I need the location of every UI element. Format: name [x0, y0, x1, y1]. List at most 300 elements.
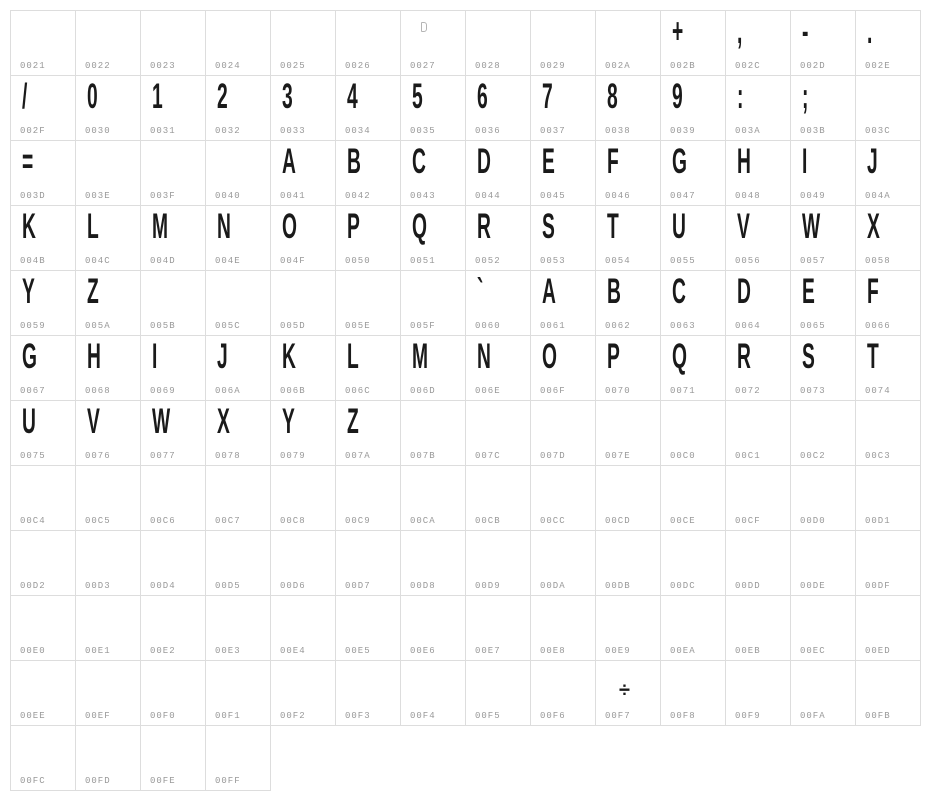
glyph-cell[interactable] [76, 531, 141, 596]
glyph-box [282, 77, 301, 117]
glyph: D [477, 142, 491, 182]
glyph: V [87, 402, 100, 442]
glyph-cell[interactable] [76, 141, 141, 206]
glyph-cell[interactable] [661, 206, 726, 271]
glyph-cell[interactable] [466, 466, 531, 531]
glyph-box [477, 272, 489, 312]
glyph-cell[interactable] [726, 206, 791, 271]
glyph-cell[interactable] [206, 661, 271, 726]
glyph-cell[interactable] [336, 466, 401, 531]
codepoint-label: 00FD [85, 776, 111, 786]
codepoint-label: 00DE [800, 581, 826, 591]
glyph-cell[interactable] [596, 336, 661, 401]
glyph-cell[interactable] [466, 11, 531, 76]
glyph-cell[interactable] [856, 401, 921, 466]
glyph-cell[interactable] [531, 141, 596, 206]
codepoint-label: 006C [345, 386, 371, 396]
glyph: J [867, 142, 878, 182]
codepoint-label: 0077 [150, 451, 176, 461]
glyph-cell[interactable] [596, 531, 661, 596]
glyph: R [737, 337, 751, 377]
glyph-cell[interactable] [466, 401, 531, 466]
glyph-cell[interactable] [531, 661, 596, 726]
glyph-box [347, 142, 372, 182]
glyph-cell[interactable] [141, 531, 206, 596]
glyph: T [607, 207, 619, 247]
glyph-cell[interactable] [336, 206, 401, 271]
glyph: Z [347, 402, 359, 442]
glyph-cell[interactable] [726, 336, 791, 401]
glyph-cell[interactable] [661, 271, 726, 336]
codepoint-label: 002C [735, 61, 761, 71]
glyph: = [22, 142, 34, 182]
codepoint-label: 00E4 [280, 646, 306, 656]
codepoint-label: 0069 [150, 386, 176, 396]
glyph: N [217, 207, 231, 247]
glyph-cell[interactable] [141, 336, 206, 401]
glyph-cell[interactable] [206, 141, 271, 206]
codepoint-label: 0034 [345, 126, 371, 136]
glyph-box [802, 12, 814, 52]
glyph-box [217, 207, 242, 247]
glyph-cell[interactable] [856, 141, 921, 206]
glyph-cell[interactable] [76, 11, 141, 76]
glyph-box [22, 142, 42, 182]
glyph-cell[interactable] [401, 271, 466, 336]
codepoint-label: 0042 [345, 191, 371, 201]
glyph-cell[interactable] [531, 271, 596, 336]
codepoint-label: 00DF [865, 581, 891, 591]
glyph: S [802, 337, 815, 377]
glyph-cell[interactable] [141, 11, 206, 76]
glyph-cell[interactable] [856, 661, 921, 726]
glyph-cell[interactable] [336, 531, 401, 596]
glyph-cell[interactable] [531, 336, 596, 401]
glyph: X [867, 207, 880, 247]
glyph-cell[interactable] [856, 531, 921, 596]
glyph: 7 [542, 77, 553, 117]
glyph-cell[interactable] [856, 76, 921, 141]
glyph-cell[interactable] [791, 401, 856, 466]
glyph-box [542, 272, 567, 312]
glyph-box [347, 207, 370, 247]
codepoint-label: 0058 [865, 256, 891, 266]
codepoint-label: 002A [605, 61, 631, 71]
glyph: C [412, 142, 426, 182]
glyph-box [607, 142, 628, 182]
glyph-cell[interactable] [661, 466, 726, 531]
glyph-cell[interactable] [596, 596, 661, 661]
glyph-cell[interactable] [791, 271, 856, 336]
codepoint-label: 00F1 [215, 711, 241, 721]
glyph-cell[interactable] [791, 76, 856, 141]
glyph-cell[interactable] [531, 11, 596, 76]
codepoint-label: 00F6 [540, 711, 566, 721]
glyph-cell[interactable] [726, 531, 791, 596]
glyph-cell[interactable] [206, 271, 271, 336]
glyph-cell[interactable] [791, 466, 856, 531]
codepoint-label: 003C [865, 126, 891, 136]
codepoint-label: 005E [345, 321, 371, 331]
glyph-cell[interactable] [206, 726, 271, 791]
glyph-box [87, 402, 110, 442]
codepoint-label: 0033 [280, 126, 306, 136]
glyph-box [542, 207, 565, 247]
glyph-cell[interactable] [791, 141, 856, 206]
glyph-cell[interactable] [11, 531, 76, 596]
glyph: L [87, 207, 99, 247]
glyph-cell[interactable] [726, 141, 791, 206]
glyph-box [152, 77, 171, 117]
codepoint-label: 00CF [735, 516, 761, 526]
codepoint-label: 007C [475, 451, 501, 461]
glyph-cell[interactable] [76, 336, 141, 401]
glyph-cell[interactable] [531, 401, 596, 466]
glyph: U [22, 402, 36, 442]
glyph-cell[interactable] [401, 596, 466, 661]
glyph: Q [672, 337, 687, 377]
glyph-cell[interactable] [141, 661, 206, 726]
glyph-cell[interactable] [11, 206, 76, 271]
glyph-cell[interactable] [206, 466, 271, 531]
glyph: R [477, 207, 491, 247]
glyph-cell[interactable] [271, 466, 336, 531]
codepoint-label: 00E6 [410, 646, 436, 656]
glyph-box [802, 272, 825, 312]
codepoint-label: 005D [280, 321, 306, 331]
glyph: + [672, 12, 684, 52]
glyph-cell[interactable] [466, 336, 531, 401]
glyph-cell[interactable] [401, 661, 466, 726]
glyph-box [867, 337, 888, 377]
glyph-cell[interactable] [466, 141, 531, 206]
glyph: B [607, 272, 621, 312]
glyph: K [282, 337, 296, 377]
codepoint-label: 0032 [215, 126, 241, 136]
glyph: M [152, 207, 169, 247]
glyph: F [607, 142, 619, 182]
glyph-cell[interactable] [531, 596, 596, 661]
codepoint-label: 0070 [605, 386, 631, 396]
glyph-cell[interactable] [206, 531, 271, 596]
codepoint-label: 0023 [150, 61, 176, 71]
glyph-cell[interactable] [856, 336, 921, 401]
codepoint-label: 0025 [280, 61, 306, 71]
glyph-cell[interactable] [856, 271, 921, 336]
glyph [421, 22, 427, 32]
glyph-cell[interactable] [466, 596, 531, 661]
codepoint-label: 003F [150, 191, 176, 201]
glyph-cell[interactable] [596, 401, 661, 466]
codepoint-label: 0031 [150, 126, 176, 136]
glyph-cell[interactable] [466, 271, 531, 336]
glyph-cell[interactable] [596, 11, 661, 76]
glyph-box [477, 77, 496, 117]
glyph-cell[interactable] [206, 401, 271, 466]
codepoint-label: 00C7 [215, 516, 241, 526]
glyph-box [672, 272, 697, 312]
glyph-cell[interactable] [531, 466, 596, 531]
glyph-cell[interactable] [141, 726, 206, 791]
glyph-cell[interactable] [661, 11, 726, 76]
glyph-cell[interactable] [11, 401, 76, 466]
glyph: W [802, 207, 821, 247]
glyph-cell[interactable] [271, 206, 336, 271]
codepoint-label: 0072 [735, 386, 761, 396]
glyph-cell[interactable] [336, 596, 401, 661]
glyph-box [672, 12, 692, 52]
codepoint-label: 00FF [215, 776, 241, 786]
codepoint-label: 0041 [280, 191, 306, 201]
glyph-cell[interactable] [596, 466, 661, 531]
glyph-cell[interactable] [141, 76, 206, 141]
codepoint-label: 00DC [670, 581, 696, 591]
glyph-cell[interactable] [726, 401, 791, 466]
glyph-cell[interactable] [401, 466, 466, 531]
codepoint-label: 007B [410, 451, 436, 461]
glyph: P [607, 337, 620, 377]
glyph-cell[interactable] [141, 206, 206, 271]
glyph-cell[interactable] [466, 76, 531, 141]
glyph-cell[interactable] [206, 336, 271, 401]
glyph-cell[interactable] [661, 531, 726, 596]
glyph-cell[interactable] [76, 596, 141, 661]
glyph: / [22, 77, 28, 117]
glyph-cell[interactable] [76, 466, 141, 531]
glyph: B [347, 142, 361, 182]
glyph-box [22, 337, 49, 377]
codepoint-label: 0074 [865, 386, 891, 396]
glyph-box [672, 207, 697, 247]
codepoint-label: 0055 [670, 256, 696, 266]
glyph-box [607, 337, 630, 377]
glyph-cell[interactable] [726, 11, 791, 76]
glyph: , [737, 12, 743, 52]
glyph-cell[interactable] [726, 271, 791, 336]
glyph-cell[interactable] [271, 141, 336, 206]
glyph-cell[interactable] [596, 141, 661, 206]
glyph-cell[interactable] [141, 401, 206, 466]
glyph-cell[interactable] [531, 531, 596, 596]
glyph-box [477, 142, 502, 182]
glyph-cell[interactable] [466, 661, 531, 726]
glyph-cell[interactable] [791, 11, 856, 76]
glyph-cell[interactable] [466, 531, 531, 596]
glyph-cell[interactable] [856, 206, 921, 271]
glyph-cell[interactable] [401, 336, 466, 401]
glyph-cell[interactable] [11, 726, 76, 791]
glyph: H [737, 142, 751, 182]
codepoint-label: 0043 [410, 191, 436, 201]
glyph-cell[interactable] [726, 596, 791, 661]
codepoint-label: 00FB [865, 711, 891, 721]
glyph-cell[interactable] [141, 466, 206, 531]
codepoint-label: 007E [605, 451, 631, 461]
glyph-cell[interactable] [856, 466, 921, 531]
glyph-cell[interactable] [726, 466, 791, 531]
glyph-cell[interactable] [271, 531, 336, 596]
glyph-box [607, 77, 626, 117]
glyph-cell[interactable] [11, 661, 76, 726]
glyph-cell[interactable] [271, 271, 336, 336]
glyph-cell[interactable] [661, 76, 726, 141]
codepoint-label: 00EB [735, 646, 761, 656]
glyph-cell[interactable] [401, 76, 466, 141]
glyph-cell[interactable] [206, 76, 271, 141]
glyph-box [22, 207, 47, 247]
codepoint-label: 005A [85, 321, 111, 331]
codepoint-label: 0050 [345, 256, 371, 266]
glyph-cell[interactable] [856, 596, 921, 661]
glyph-cell[interactable] [791, 661, 856, 726]
codepoint-label: 006D [410, 386, 436, 396]
glyph-cell[interactable] [271, 11, 336, 76]
glyph-cell[interactable] [336, 401, 401, 466]
glyph-cell[interactable] [11, 466, 76, 531]
glyph-cell[interactable] [11, 141, 76, 206]
glyph-box [802, 142, 812, 182]
glyph: E [802, 272, 815, 312]
codepoint-label: 0075 [20, 451, 46, 461]
glyph-cell[interactable] [726, 661, 791, 726]
glyph-cell[interactable] [791, 531, 856, 596]
glyph-box [607, 272, 632, 312]
glyph: E [542, 142, 555, 182]
glyph-cell[interactable] [661, 596, 726, 661]
glyph-cell[interactable] [401, 11, 466, 76]
codepoint-label: 00C8 [280, 516, 306, 526]
codepoint-label: 0046 [605, 191, 631, 201]
codepoint-label: 00C1 [735, 451, 761, 461]
glyph-cell[interactable] [401, 141, 466, 206]
glyph-box [217, 402, 240, 442]
glyph-cell[interactable] [336, 336, 401, 401]
glyph-cell[interactable] [206, 596, 271, 661]
codepoint-label: 004C [85, 256, 111, 266]
glyph-cell[interactable] [336, 271, 401, 336]
codepoint-label: 00CC [540, 516, 566, 526]
glyph-cell[interactable] [76, 271, 141, 336]
codepoint-label: 0064 [735, 321, 761, 331]
glyph: G [22, 337, 37, 377]
glyph-cell[interactable] [271, 401, 336, 466]
glyph-box [412, 207, 439, 247]
glyph: A [542, 272, 556, 312]
glyph-cell[interactable] [661, 336, 726, 401]
glyph-box [282, 402, 305, 442]
glyph-box [542, 337, 569, 377]
codepoint-label: 00E8 [540, 646, 566, 656]
codepoint-label: 007D [540, 451, 566, 461]
glyph: Y [282, 402, 295, 442]
glyph-cell[interactable] [661, 401, 726, 466]
glyph-cell[interactable] [596, 206, 661, 271]
glyph-cell[interactable] [531, 206, 596, 271]
glyph-cell[interactable] [661, 141, 726, 206]
glyph-box [802, 77, 814, 117]
glyph-cell[interactable] [661, 661, 726, 726]
glyph-cell[interactable] [791, 596, 856, 661]
glyph: 6 [477, 77, 488, 117]
codepoint-label: 00E1 [85, 646, 111, 656]
glyph-box [477, 207, 502, 247]
glyph-box [412, 142, 437, 182]
glyph-cell[interactable] [271, 596, 336, 661]
glyph-box [412, 15, 427, 47]
codepoint-label: 003D [20, 191, 46, 201]
glyph-cell[interactable] [726, 76, 791, 141]
glyph-cell[interactable] [466, 206, 531, 271]
glyph-cell[interactable] [401, 531, 466, 596]
codepoint-label: 00C9 [345, 516, 371, 526]
glyph-cell[interactable] [791, 336, 856, 401]
glyph: K [22, 207, 36, 247]
glyph-cell[interactable] [336, 661, 401, 726]
glyph-cell[interactable] [76, 76, 141, 141]
glyph-cell[interactable] [76, 661, 141, 726]
codepoint-label: 0038 [605, 126, 631, 136]
glyph-box [412, 77, 431, 117]
glyph-cell[interactable] [791, 206, 856, 271]
glyph-cell[interactable] [271, 661, 336, 726]
glyph-cell[interactable] [11, 11, 76, 76]
glyph-cell[interactable] [401, 206, 466, 271]
glyph-cell[interactable] [596, 76, 661, 141]
glyph-cell[interactable] [141, 141, 206, 206]
glyph-cell[interactable] [596, 661, 661, 726]
codepoint-label: 00D4 [150, 581, 176, 591]
glyph-cell[interactable] [336, 11, 401, 76]
glyph-cell[interactable] [11, 271, 76, 336]
codepoint-label: 004D [150, 256, 176, 266]
codepoint-label: 0036 [475, 126, 501, 136]
codepoint-label: 0040 [215, 191, 241, 201]
glyph-cell[interactable] [11, 76, 76, 141]
glyph-box [87, 207, 108, 247]
glyph: Y [22, 272, 35, 312]
glyph-cell[interactable] [271, 76, 336, 141]
codepoint-label: 00E2 [150, 646, 176, 656]
glyph-cell[interactable] [401, 401, 466, 466]
glyph-cell[interactable] [141, 271, 206, 336]
codepoint-label: 00C2 [800, 451, 826, 461]
glyph-cell[interactable] [336, 141, 401, 206]
codepoint-label: 00DB [605, 581, 631, 591]
glyph-cell[interactable] [271, 336, 336, 401]
glyph-cell[interactable] [596, 271, 661, 336]
glyph-box [802, 337, 825, 377]
glyph: 5 [412, 77, 423, 117]
glyph-cell[interactable] [206, 11, 271, 76]
codepoint-label: 0071 [670, 386, 696, 396]
glyph: I [802, 142, 808, 182]
codepoint-label: 004F [280, 256, 306, 266]
glyph-cell[interactable] [76, 401, 141, 466]
glyph-box [737, 337, 762, 377]
codepoint-label: 00D9 [475, 581, 501, 591]
codepoint-label: 0061 [540, 321, 566, 331]
glyph-cell[interactable] [11, 596, 76, 661]
glyph-cell[interactable] [336, 76, 401, 141]
codepoint-label: 00F0 [150, 711, 176, 721]
glyph-cell[interactable] [531, 76, 596, 141]
glyph-cell[interactable] [206, 206, 271, 271]
glyph-cell[interactable] [856, 11, 921, 76]
glyph-cell[interactable] [76, 206, 141, 271]
glyph-cell[interactable] [76, 726, 141, 791]
glyph-cell[interactable] [141, 596, 206, 661]
glyph-cell[interactable] [11, 336, 76, 401]
